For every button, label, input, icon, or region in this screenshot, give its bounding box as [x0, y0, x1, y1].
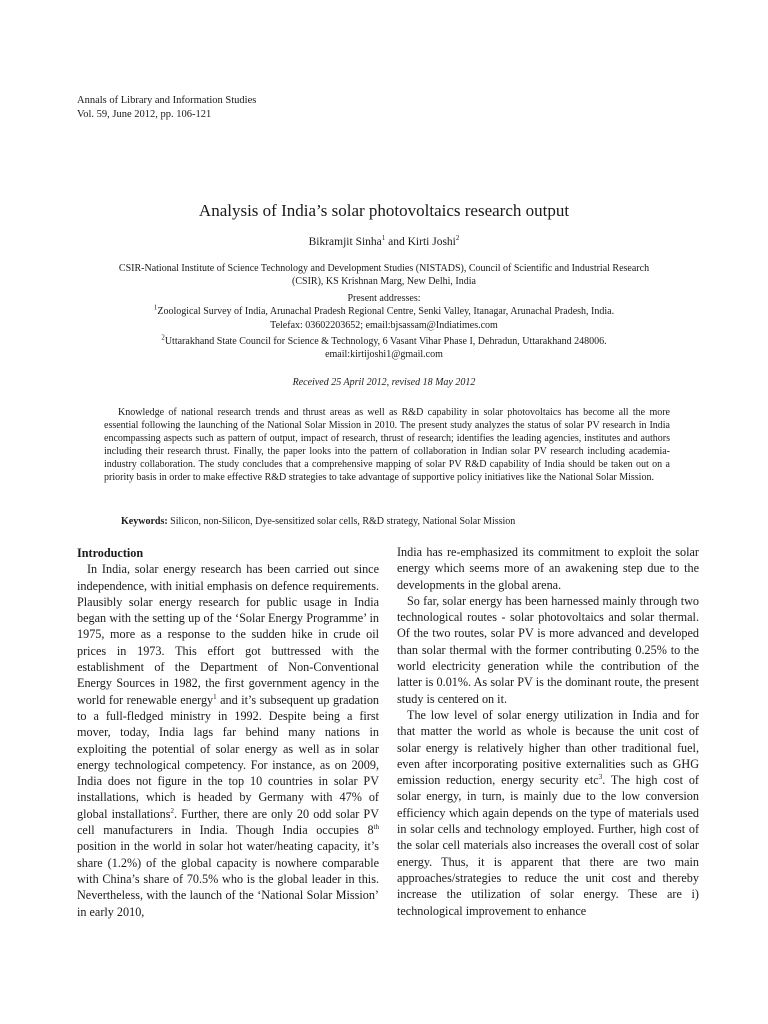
- present-addresses-label: Present addresses:: [347, 293, 421, 304]
- intro-paragraph-3: [397, 707, 699, 919]
- address-1-mark: 1: [153, 303, 158, 312]
- journal-name: Annals of Library and Information Studies: [77, 95, 257, 106]
- intro-p3-text-b: . The high cost of solar energy, in turn, is mainly due to the low conversion efficiency which again depends on the type of materials used in solar cells and technology employed. Further, high cost of the solar cell materials also increases the overall cost of solar energy. Thus, it is apparent that there are two main approaches/strategies to reduce the unit cost and thereby increase the utilization of solar energy. These are i) technological improvement to enhance: [397, 773, 699, 918]
- journal-volume: Vol. 59, June 2012, pp. 106-121: [77, 108, 212, 120]
- right-column: [397, 544, 699, 919]
- address-2-mark: 2: [161, 333, 165, 342]
- ordinal-suffix: th: [373, 822, 379, 831]
- address-1-line-1: [90, 305, 678, 318]
- present-addresses: [110, 292, 658, 332]
- intro-p1-text-b: and it’s subsequent up gradation to a full-fledged ministry in 1992. Despite being a first mover, today, India lags far behind many nations in exploiting the potential of solar energy as well as in solar energy technological competency. For instance, as on 2009, India does not figure in the top 10 countries in solar PV installations, which is headed by Germany with 47% of global installations: [77, 692, 380, 821]
- section-heading-introduction: Introduction: [77, 546, 144, 560]
- intro-p3-text-a: The low level of solar energy utilization in India and for that matter the world as whole is because the unit cost of solar energy is relatively higher than other traditional fuel, even after incorporating positive externalities such as GHG emission reduction, energy security etc: [397, 707, 699, 788]
- author-line: [0, 236, 768, 248]
- citation-3: 3: [598, 773, 603, 782]
- affiliation-line-2: (CSIR), KS Krishnan Marg, New Delhi, India: [292, 276, 476, 288]
- journal-header: [77, 94, 256, 121]
- left-column: [77, 545, 379, 920]
- address-2-line-2: email:kirtijoshi1@gmail.com: [325, 349, 443, 361]
- intro-paragraph-1-continued: India has re-emphasized its commitment to exploit the solar energy which seems more of an awakening step due to the developments in the global arena.: [397, 545, 699, 592]
- author-2: Kirti Joshi: [407, 236, 456, 248]
- address-2-line-1: [90, 335, 678, 348]
- affiliation-line-1: CSIR-National Institute of Science Technology and Development Studies (NISTADS), Council of Scientific and Industrial Research: [118, 263, 650, 274]
- keywords-label: Keywords:: [121, 516, 168, 527]
- intro-p1-text-d: position in the world in solar hot water/heating capacity, it’s share (1.2%) of the global capacity is nowhere comparable with China’s share of 70.5% who is the global leader in this. Nevertheless, with the launch of the ‘National Solar Mission’ in early 2010,: [77, 839, 379, 919]
- citation-1: 1: [213, 692, 217, 701]
- address-1-line-2: Telefax: 03602203652; email:bjsassam@Indiatimes.com: [270, 319, 498, 331]
- author-2-mark: 2: [455, 234, 460, 243]
- main-affiliation: [110, 262, 658, 289]
- author-1: Bikramjit Sinha: [308, 236, 382, 248]
- intro-paragraph-1: [77, 561, 379, 920]
- intro-paragraph-2: So far, solar energy has been harnessed mainly through two technological routes - solar photovoltaics and solar thermal. Of the two routes, solar PV is more advanced and developed than solar thermal with the former contributing 0.25% to the world electricity generation while the contribution of the latter is 0.01%. As solar PV is the dominant route, the present study is centered on it.: [397, 593, 699, 706]
- author-joiner: and: [385, 236, 408, 248]
- abstract: Knowledge of national research trends and thrust areas as well as R&D capability in solar photovoltaics has become all the more essential following the launching of the National Solar Mission in 2010. The present study analyzes the status of solar PV research in India encompassing aspects such as pattern of output, impact of research, thrust of research; identifies the leading agencies, institutes and authors including their research thrust. Finally, the paper looks into the pattern of collaboration in Indian solar PV research including academia-industry collaboration. The study concludes that a comprehensive mapping of solar PV R&D capability of India should be taken out on a priority basis in order to make effective R&D strategies to take advantage of supportive policy initiatives like the National Solar Mission.: [104, 407, 670, 483]
- address-1-text: Zoological Survey of India, Arunachal Pradesh Regional Centre, Senki Valley, Itanagar, Arunachal Pradesh, India.: [157, 306, 615, 318]
- intro-p1-text-c: . Further, there are only 20 odd solar PV cell manufacturers in India. Though India occupies 8: [77, 806, 379, 838]
- paper-title: Analysis of India’s solar photovoltaics research output: [198, 201, 570, 220]
- keywords-text: Silicon, non-Silicon, Dye-sensitized solar cells, R&D strategy, National Solar Mission: [167, 516, 516, 527]
- intro-p1-text-a: In India, solar energy research has been carried out since independence, with initial emphasis on defence requirements. Plausibly solar energy research for public usage in India began with the setting up of the ‘Solar Energy Programme’ in 1975, more as a response to the sudden hike in crude oil prices in 1973. This effort got buttressed with the establishment of the Department of Non-Conventional Energy Sources in 1982, the first government agency in the world for renewable energy: [77, 562, 379, 707]
- address-2-text: Uttarakhand State Council for Science & Technology, 6 Vasant Vihar Phase I, Dehradun, Uttarakhand 248006.: [164, 336, 607, 347]
- address-2: [110, 335, 658, 362]
- keywords: [121, 516, 515, 527]
- author-1-mark: 1: [381, 234, 386, 243]
- received-date: Received 25 April 2012, revised 18 May 2012: [292, 377, 476, 388]
- citation-2: 2: [170, 806, 174, 815]
